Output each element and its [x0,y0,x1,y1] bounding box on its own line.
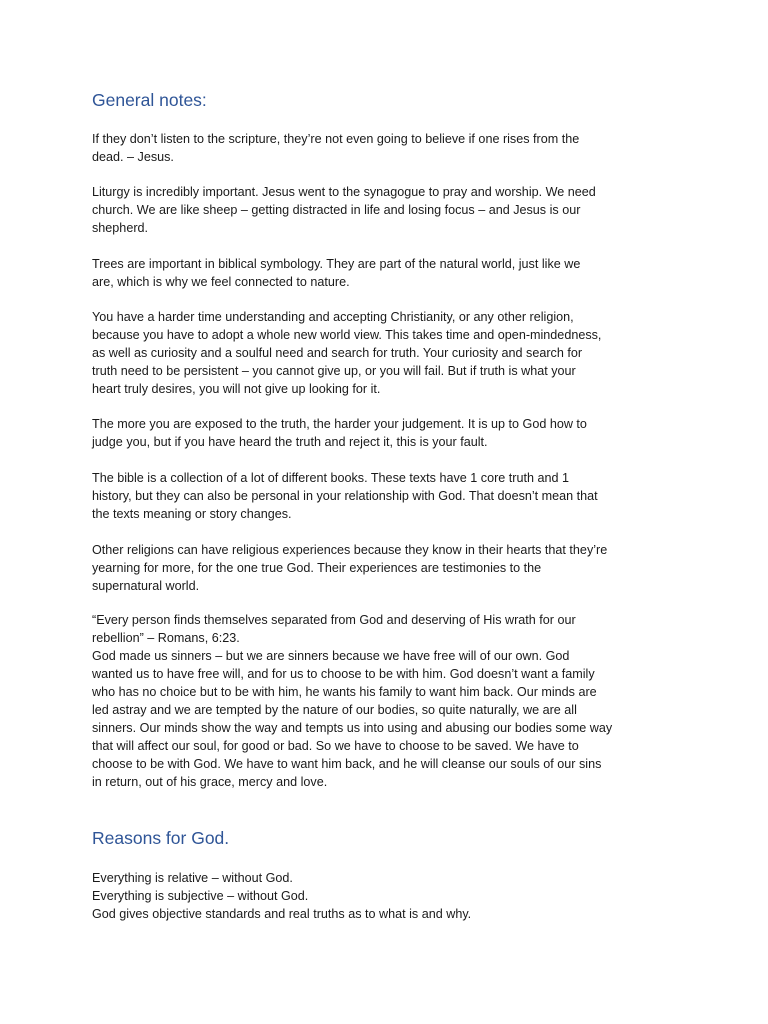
text-line: truth need to be persistent – you cannot give up, or you will fail. But if truth is what your [92,364,576,378]
text-line: as well as curiosity and a soulful need and search for truth. Your curiosity and search for [92,346,583,360]
text-line: judge you, but if you have heard the truth and reject it, this is your fault. [92,435,488,449]
text-line: who has no choice but to be with him, he wants his family to want him back. Our minds are [92,685,597,699]
text-line: because you have to adopt a whole new world view. This takes time and open-mindedness, [92,328,602,342]
heading-reasons-for-god: Reasons for God. [92,828,230,848]
text-line: the texts meaning or story changes. [92,507,292,521]
paragraph-reasons [92,869,692,923]
text-line: Liturgy is incredibly important. Jesus went to the synagogue to pray and worship. We need [92,185,596,199]
text-line: The more you are exposed to the truth, the harder your judgement. It is up to God how to [92,417,587,431]
text-line: rebellion” – Romans, 6:23. [92,631,240,645]
text-line: Other religions can have religious experiences because they know in their hearts that they’re [92,543,608,557]
paragraph-judgement [92,415,692,451]
text-line: choose to be with God. We have to want him back, and he will cleanse our souls of our sins [92,757,602,771]
text-line: history, but they can also be personal in your relationship with God. That doesn’t mean that [92,489,598,503]
paragraph-christianity [92,308,692,398]
text-line: sinners. Our minds show the way and tempts us into using and abusing our bodies some way [92,721,613,735]
heading-general-notes: General notes: [92,90,207,110]
paragraph-liturgy [92,183,692,237]
text-line: Everything is subjective – without God. [92,889,309,903]
text-line: Everything is relative – without God. [92,871,293,885]
text-line: Trees are important in biblical symbology. They are part of the natural world, just like we [92,257,581,271]
text-line: You have a harder time understanding and accepting Christianity, or any other religion, [92,310,574,324]
text-line: yearning for more, for the one true God. Their experiences are testimonies to the [92,561,542,575]
paragraph-trees [92,255,692,291]
text-line: are, which is why we feel connected to nature. [92,275,350,289]
text-line: in return, out of his grace, mercy and love. [92,775,328,789]
text-line: wanted us to have free will, and for us to choose to be with him. God doesn’t want a family [92,667,595,681]
text-line: If they don’t listen to the scripture, they’re not even going to believe if one rises from the [92,132,580,146]
paragraph-bible [92,469,692,523]
paragraph-other-religions [92,541,692,595]
text-line: church. We are like sheep – getting distracted in life and losing focus – and Jesus is our [92,203,581,217]
paragraph-scripture [92,130,692,166]
text-line: supernatural world. [92,579,200,593]
text-line: God gives objective standards and real truths as to what is and why. [92,907,472,921]
text-line: dead. – Jesus. [92,150,174,164]
text-line: shepherd. [92,221,149,235]
text-line: The bible is a collection of a lot of different books. These texts have 1 core truth and 1 [92,471,569,485]
text-line: heart truly desires, you will not give up looking for it. [92,382,381,396]
text-line: “Every person finds themselves separated from God and deserving of His wrath for our [92,613,576,627]
text-line: that will affect our soul, for good or bad. So we have to choose to be saved. We have to [92,739,579,753]
text-line: led astray and we are tempted by the nature of our bodies, so quite naturally, we are all [92,703,577,717]
paragraph-romans [92,611,692,791]
text-line: God made us sinners – but we are sinners because we have free will of our own. God [92,649,570,663]
